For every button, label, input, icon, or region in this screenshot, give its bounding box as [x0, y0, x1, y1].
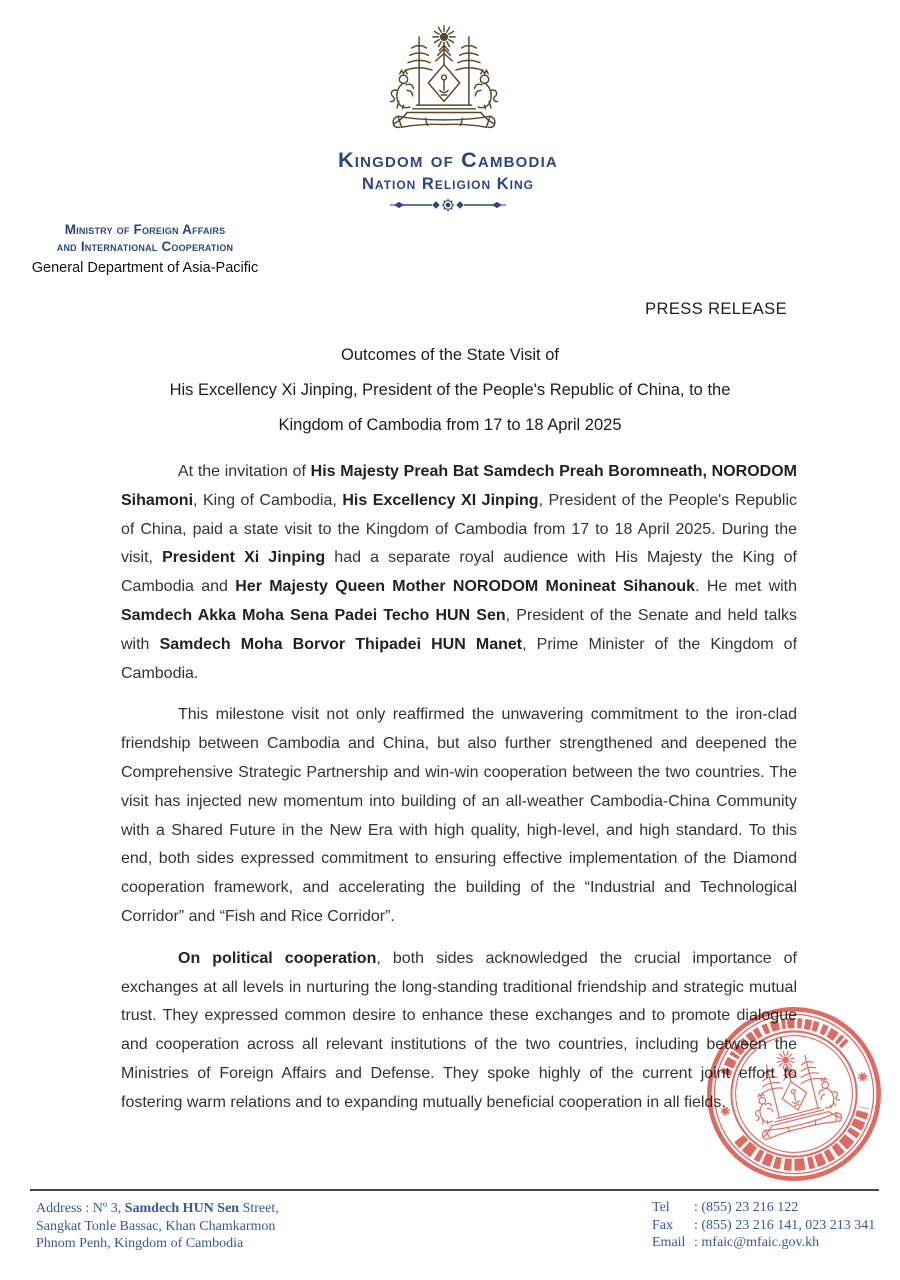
ornament-divider-icon — [388, 198, 508, 212]
tel-row — [652, 1199, 892, 1217]
title-line-3: Kingdom of Cambodia from 17 to 18 April 2025 — [278, 416, 622, 434]
document-title — [0, 338, 900, 443]
paragraph — [121, 458, 797, 688]
bold-text: Samdech Akka Moha Sena Padei Techo HUN Sen — [121, 606, 506, 624]
press-release-label: PRESS RELEASE — [645, 300, 787, 318]
official-red-seal-icon — [702, 1002, 886, 1186]
text-run: , President of the Senate and held talks with — [121, 606, 797, 653]
national-motto: Nation Religion King — [361, 175, 535, 193]
bold-text: President Xi Jinping — [162, 549, 326, 567]
paragraph — [121, 945, 797, 1118]
ministry-name-line2: and International Cooperation — [56, 238, 234, 254]
email-value: : mfaic@mfaic.gov.kh — [694, 1235, 820, 1250]
text-run: , President of the People's Republic of China, paid a state visit to the Kingdom of Cambodia from 17 to 18 April 2025. During the visit, — [121, 491, 798, 567]
address-line-2: Sangkat Tonle Bassac, Khan Chamkarmon — [36, 1218, 276, 1234]
ministry-name-line1: Ministry of Foreign Affairs — [64, 222, 226, 237]
fax-label: Fax — [652, 1217, 673, 1233]
tel-value: : (855) 23 216 122 — [694, 1200, 799, 1215]
title-line-2: His Excellency Xi Jinping, President of the People's Republic of China, to the — [169, 381, 731, 399]
bold-text: His Excellency XI Jinping — [342, 491, 539, 509]
text-run: had a separate royal audience with His Majesty the King of Cambodia and — [121, 549, 797, 596]
email-label: Email — [652, 1235, 686, 1250]
bold-text: His Majesty Preah Bat Samdech Preah Boromneath, NORODOM Sihamoni — [121, 463, 797, 509]
footer-divider — [30, 1189, 879, 1191]
fax-value: : (855) 23 216 141, 023 213 341 — [694, 1217, 876, 1233]
footer-address — [36, 1200, 366, 1253]
department-name: General Department of Asia-Pacific — [31, 260, 259, 276]
tel-label: Tel — [652, 1200, 670, 1215]
text-run: , Prime Minister of the Kingdom of Cambodia. — [121, 635, 798, 682]
text-run: , both sides acknowledged the crucial importance of exchanges at all levels in nurturing the long-standing traditional friendship and strategic mutual trust. They expressed common desire to enhance these exchanges and to promote dialogue and cooperation across all relevant institutions of the two countries, including between the Ministries of Foreign Affairs and Defense. They spoke highly of the current joint effort to fostering warm relations and to expanding mutually beneficial cooperation in all fields. — [121, 949, 797, 1111]
bold-text: Samdech HUN Sen — [124, 1201, 240, 1216]
text-run: At the invitation of — [178, 463, 311, 480]
fax-row — [652, 1217, 892, 1235]
title-line-1: Outcomes of the State Visit of — [341, 346, 559, 364]
kingdom-title: Kingdom of Cambodia — [338, 148, 558, 172]
document-body — [121, 458, 797, 1131]
bold-text: Samdech Moha Borvor Thipadei HUN Manet — [159, 635, 523, 653]
bold-text: On political cooperation — [178, 949, 377, 967]
text-run: This milestone visit not only reaffirmed the unwavering commitment to the iron-clad friendship between Cambodia and China, but also further strengthened and deepened the Comprehensive Strategic Partnership and win-win cooperation between the two countries. The visit has injected new momentum into building of an all-weather Cambodia-China Community with a Shared Future in the New Era with high quality, high-level, and high standard. To this end, both sides expressed commitment to ensuring effective implementation of the Diamond cooperation framework, and accelerating the building of the “Industrial and Technological Corridor” and “Fish and Rice Corridor”. — [121, 706, 797, 925]
address-line-3: Phnom Penh, Kingdom of Cambodia — [36, 1236, 244, 1251]
email-row — [652, 1234, 892, 1252]
bold-text: Her Majesty Queen Mother NORODOM Monineat Sihanouk — [235, 578, 696, 596]
royal-arms-icon — [378, 24, 510, 142]
text-run: , King of Cambodia, — [193, 491, 343, 509]
address-line-1 — [36, 1200, 366, 1218]
paragraph — [121, 701, 797, 931]
footer-contact — [652, 1199, 892, 1252]
text-run: Street, — [239, 1201, 279, 1216]
text-run: Address : Nº 3, — [36, 1201, 125, 1216]
text-run: . He met with — [695, 578, 798, 596]
ministry-block — [4, 222, 286, 277]
